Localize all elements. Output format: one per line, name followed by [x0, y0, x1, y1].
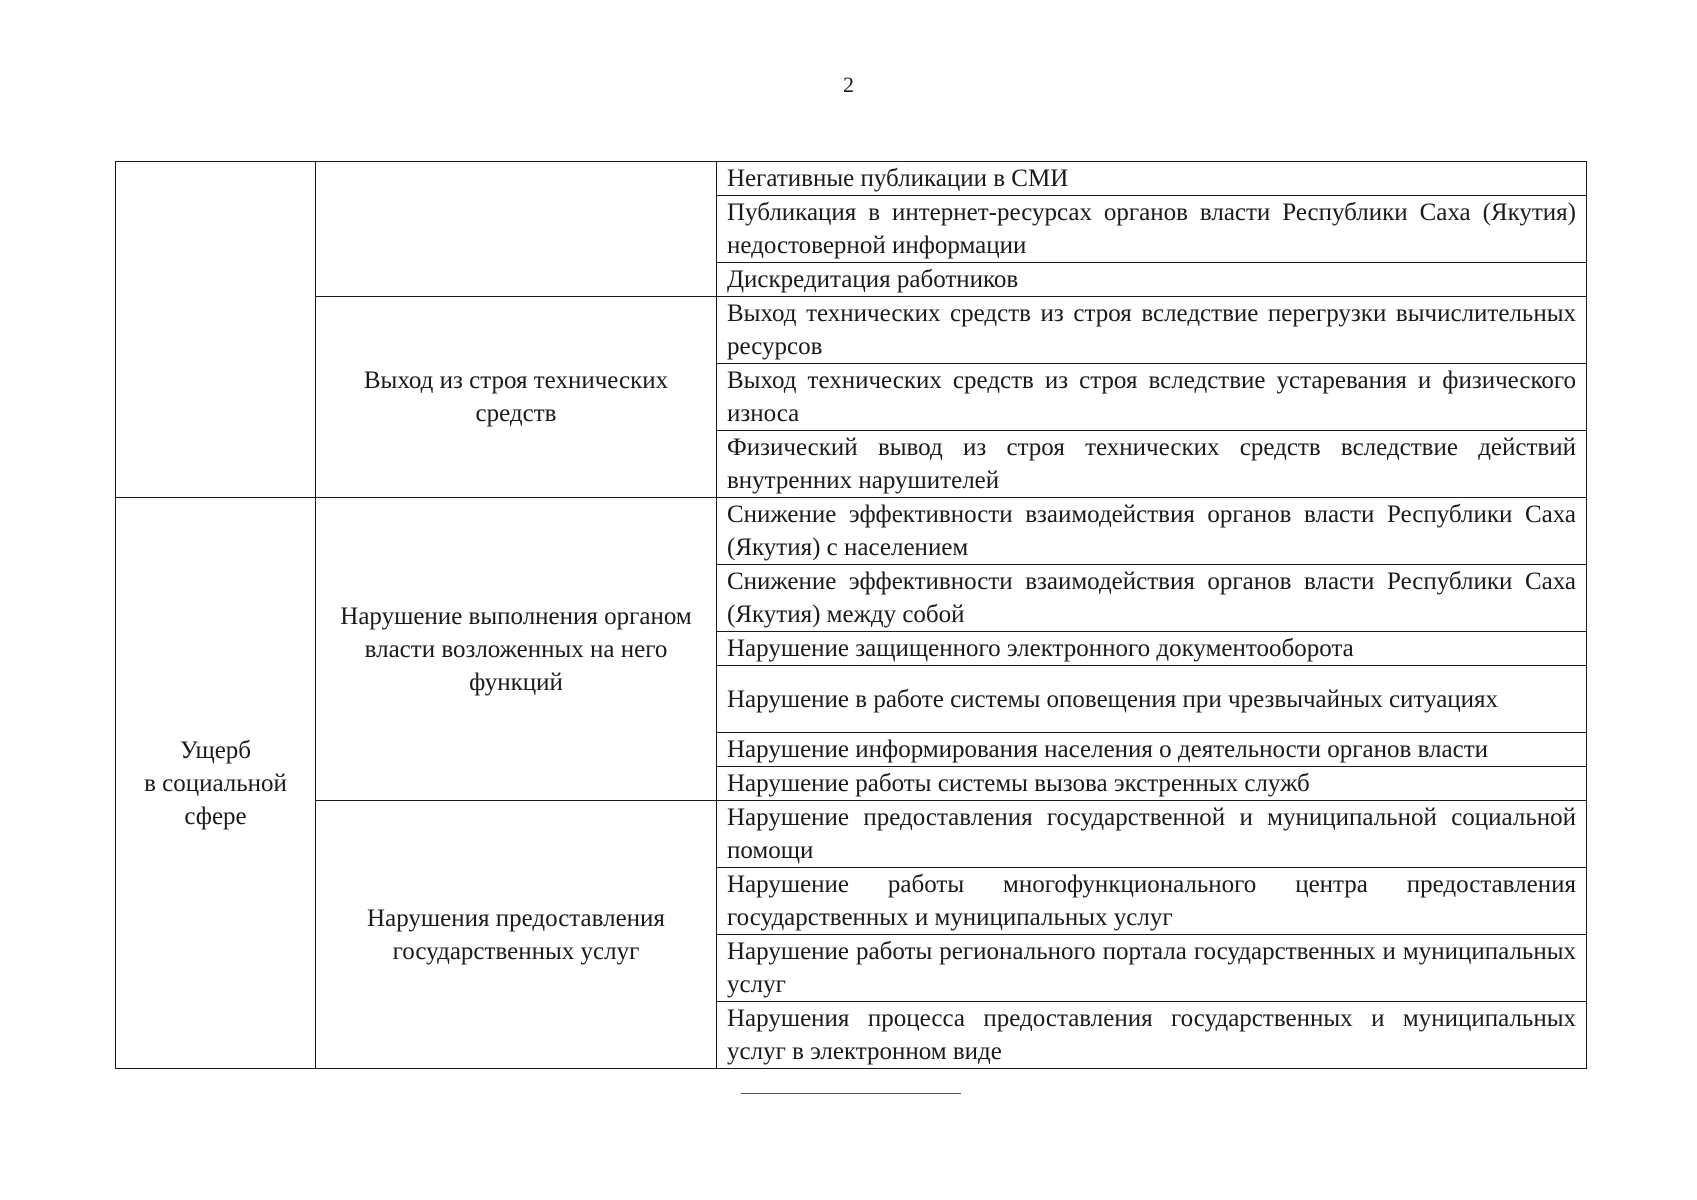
risk-item: Нарушение работы системы вызова экстренных служб — [717, 767, 1587, 801]
risk-table — [115, 161, 1587, 1069]
risk-item: Нарушение в работе системы оповещения при чрезвычайных ситуациях — [717, 666, 1587, 733]
subcategory-cell-continued — [316, 162, 717, 297]
risk-item: Публикация в интернет-ресурсах органов власти Республики Саха (Якутия) недостоверной информации — [717, 196, 1587, 263]
category-cell-continued — [116, 162, 316, 498]
risk-item: Физический вывод из строя технических средств вследствие действий внутренних нарушителей — [717, 431, 1587, 498]
subcategory-cell: Нарушения предоставления государственных услуг — [316, 801, 717, 1069]
risk-item: Нарушение предоставления государственной и муниципальной социальной помощи — [717, 801, 1587, 868]
page-number: 2 — [843, 72, 854, 97]
end-of-document-rule — [741, 1093, 961, 1094]
risk-item: Снижение эффективности взаимодействия органов власти Республики Саха (Якутия) с населением — [717, 498, 1587, 565]
risk-item: Нарушения процесса предоставления государственных и муниципальных услуг в электронном виде — [717, 1002, 1587, 1069]
table-row — [116, 801, 1587, 868]
risk-item: Снижение эффективности взаимодействия органов власти Республики Саха (Якутия) между собой — [717, 565, 1587, 632]
risk-item: Нарушение работы многофункционального центра предоставления государственных и муниципальных услуг — [717, 868, 1587, 935]
risk-item: Нарушение информирования населения о деятельности органов власти — [717, 733, 1587, 767]
subcategory-cell: Выход из строя технических средств — [316, 297, 717, 498]
table-row — [116, 297, 1587, 364]
risk-item: Дискредитация работников — [717, 263, 1587, 297]
risk-item: Выход технических средств из строя вследствие устаревания и физического износа — [717, 364, 1587, 431]
risk-item: Нарушение работы регионального портала государственных и муниципальных услуг — [717, 935, 1587, 1002]
subcategory-cell: Нарушение выполнения органом власти возложенных на него функций — [316, 498, 717, 801]
category-cell — [116, 498, 316, 1069]
risk-item: Нарушение защищенного электронного документооборота — [717, 632, 1587, 666]
risk-item: Выход технических средств из строя вследствие перегрузки вычислительных ресурсов — [717, 297, 1587, 364]
table-row — [116, 498, 1587, 565]
risk-item: Негативные публикации в СМИ — [717, 162, 1587, 196]
table-row — [116, 162, 1587, 196]
category-label: Ущерб в социальной сфере — [144, 736, 287, 830]
